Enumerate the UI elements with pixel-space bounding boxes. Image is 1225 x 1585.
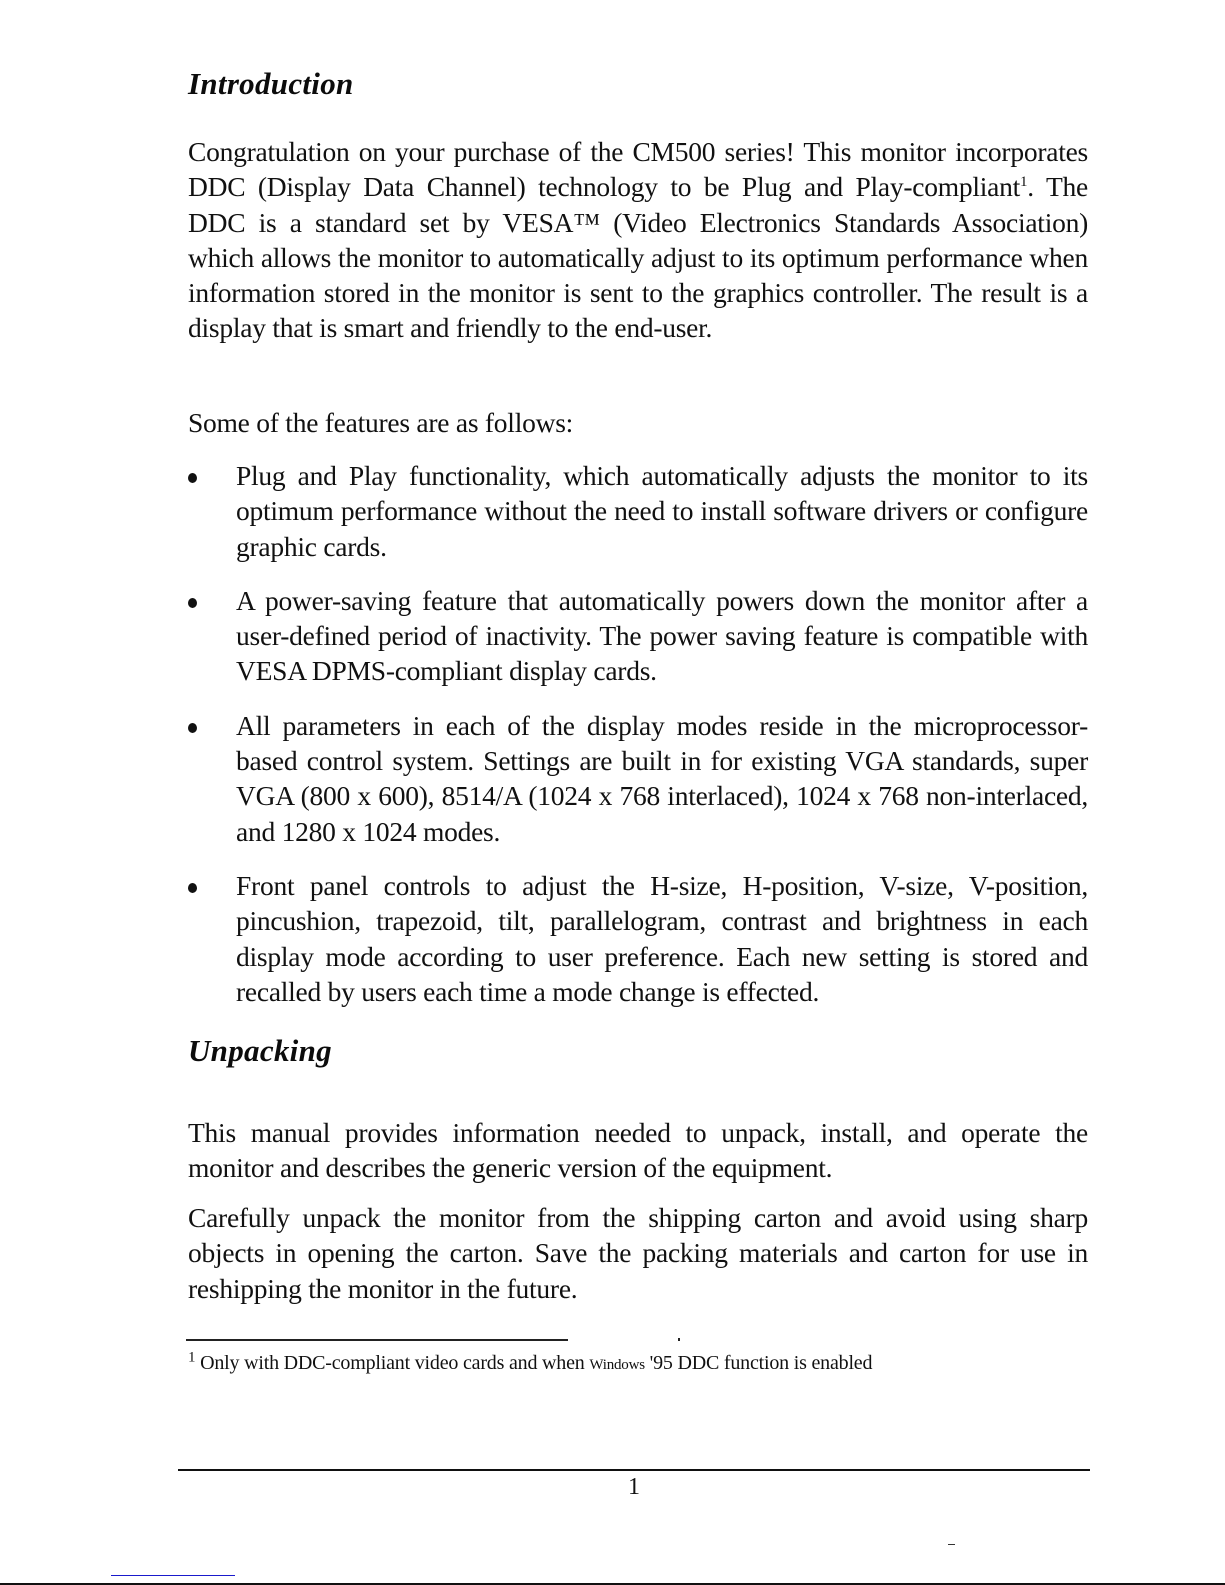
intro-text-part2: . The DDC is a standard set by VESA™ (Video Electronics Standards Association) which allows the monitor to automatically adjust to its optimum performance when information stored in the monitor is sent to the graphics controller. The result is a display that is smart and friendly to the end-user. xyxy=(188,171,1088,344)
page-number: 1 xyxy=(628,1474,640,1500)
feature-item xyxy=(188,708,1088,849)
bullet-icon xyxy=(188,883,197,893)
intro-text-part1: Congratulation on your purchase of the CM500 series! This monitor incorporates DDC (Display Data Channel) technology to be Plug and Play-compliant xyxy=(188,136,1088,203)
unpacking-paragraph: Carefully unpack the monitor from the shipping carton and avoid using sharp objects in opening the carton. Save the packing materials and carton for use in reshipping the monitor in the future. xyxy=(188,1202,1088,1304)
scan-speck xyxy=(678,1338,680,1341)
features-list xyxy=(188,458,1088,1028)
feature-text: Plug and Play functionality, which automatically adjusts the monitor to its optimum performance without the need to install software drivers or configure graphic cards. xyxy=(236,460,1088,562)
bullet-icon xyxy=(188,723,197,733)
footer-divider xyxy=(178,1469,1090,1471)
feature-item xyxy=(188,868,1088,1009)
footnote-small-word: Windows xyxy=(589,1357,645,1373)
unpacking-paragraph: This manual provides information needed to unpack, install, and operate the monitor and describes the generic version of the equipment. xyxy=(188,1117,1088,1184)
footnote-marker: 1 xyxy=(188,1349,196,1366)
footnote xyxy=(188,1349,873,1375)
introduction-heading: Introduction xyxy=(188,66,354,101)
features-intro: Some of the features are as follows: xyxy=(188,407,574,438)
bullet-icon xyxy=(188,473,197,483)
feature-text: All parameters in each of the display modes reside in the microprocessor-based control system. Settings are built in for existing VGA standards, super VGA (800 x 600), 8514/A (1024 x 768 interlaced), 1024 x 768 non-interlaced, and 1280 x 1024 modes. xyxy=(236,709,1088,847)
footnote-text-end: '95 DDC function is enabled xyxy=(644,1352,873,1374)
introduction-paragraph xyxy=(188,134,1088,346)
feature-item xyxy=(188,583,1088,689)
bullet-icon xyxy=(188,598,197,608)
feature-text: Front panel controls to adjust the H-size, H-position, V-size, V-position, pincushion, trapezoid, tilt, parallelogram, contrast and brightness in each display mode according to user preference. Each new setting is stored and recalled by users each time a mode change is effected. xyxy=(236,869,1088,1007)
footnote-text: Only with DDC-compliant video cards and when xyxy=(195,1352,590,1374)
scan-mark xyxy=(948,1544,955,1545)
unpacking-heading: Unpacking xyxy=(188,1033,332,1068)
feature-item xyxy=(188,458,1088,564)
footnote-divider xyxy=(186,1339,568,1341)
link-underline xyxy=(111,1575,235,1576)
footnote-reference: 1 xyxy=(1020,174,1028,191)
feature-text: A power-saving feature that automatically powers down the monitor after a user-defined period of inactivity. The power saving feature is compatible with VESA DPMS-compliant display cards. xyxy=(236,584,1088,687)
